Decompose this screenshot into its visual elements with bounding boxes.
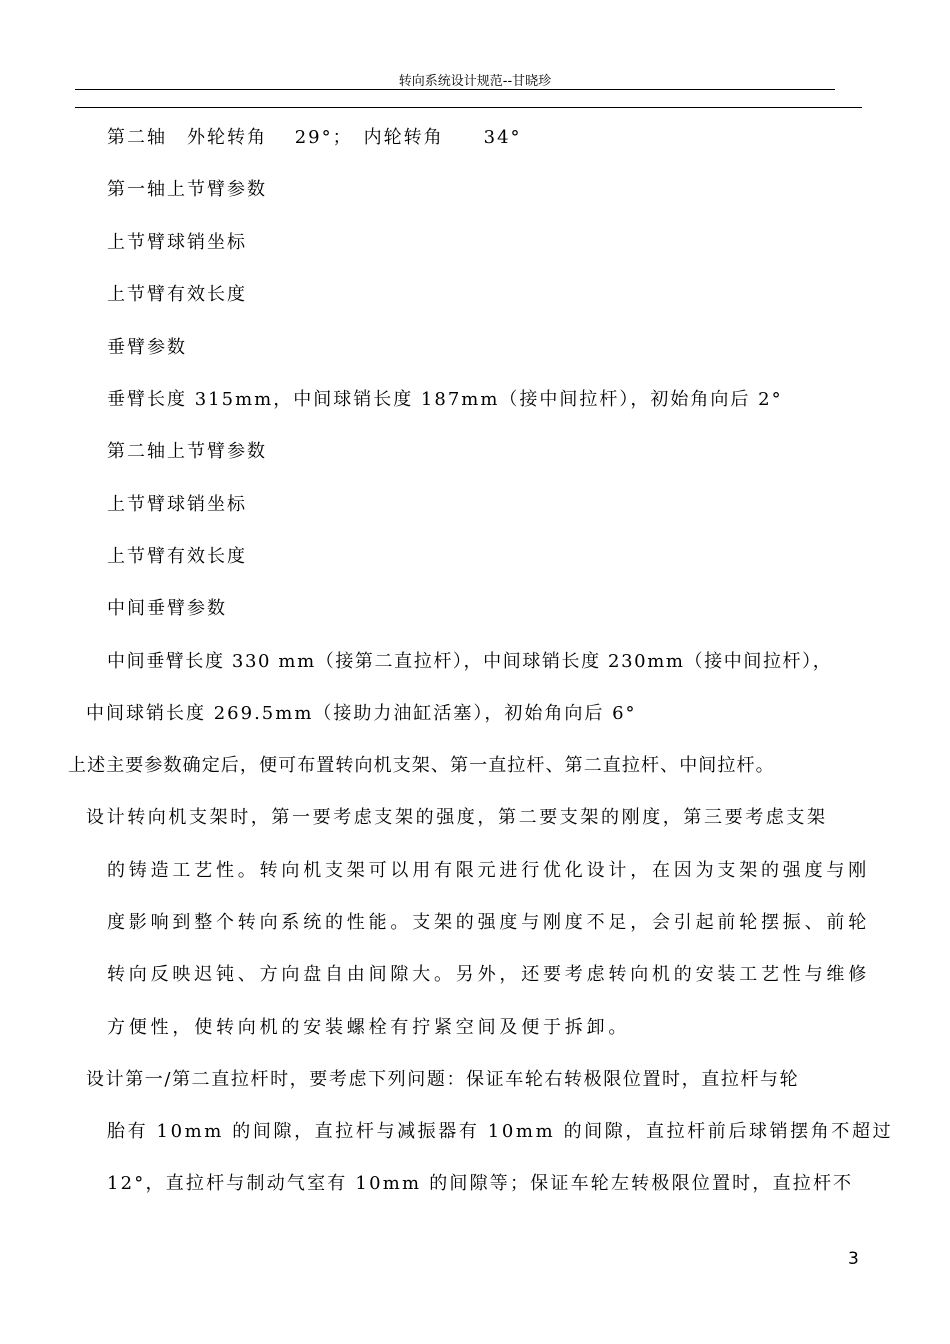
body-line: 上节臂有效长度 (107, 546, 247, 567)
body-line: 设计转向机支架时，第一要考虑支架的强度，第二要支架的刚度，第三要考虑支架 (86, 807, 828, 828)
page-number: 3 (848, 1249, 859, 1269)
body-line: 中间球销长度 269.5mm（接助力油缸活塞），初始角向后 6° (86, 703, 637, 724)
body-line: 垂臂长度 315mm，中间球销长度 187mm（接中间拉杆），初始角向后 2° (107, 389, 783, 410)
body-line: 转向反映迟钝、方向盘自由间隙大。另外，还要考虑转向机的安装工艺性与维修 (107, 964, 870, 985)
body-line: 第二轴上节臂参数 (107, 441, 267, 462)
body-line: 第一轴上节臂参数 (107, 179, 267, 200)
body-line: 设计第一/第二直拉杆时，要考虑下列问题：保证车轮右转极限位置时，直拉杆与轮 (86, 1069, 800, 1090)
body-line: 上述主要参数确定后，便可布置转向机支架、第一直拉杆、第二直拉杆、中间拉杆。 (68, 755, 775, 776)
header-title: 转向系统设计规范--甘晓珍 (398, 74, 552, 89)
body-line: 12°，直拉杆与制动气室有 10mm 的间隙等；保证车轮左转极限位置时，直拉杆不 (107, 1173, 854, 1194)
body-line: 垂臂参数 (107, 337, 187, 358)
body-line: 中间垂臂参数 (107, 598, 227, 619)
body-line: 上节臂球销坐标 (107, 232, 247, 253)
body-line: 方便性，使转向机的安装螺栓有拧紧空间及便于拆卸。 (107, 1017, 631, 1038)
body-line: 第二轴 外轮转角 29°； 内轮转角 34° (107, 127, 522, 148)
body-line: 胎有 10mm 的间隙，直拉杆与减振器有 10mm 的间隙，直拉杆前后球销摆角不超过 (107, 1121, 894, 1142)
body-line: 上节臂球销坐标 (107, 494, 247, 515)
body-line: 上节臂有效长度 (107, 284, 247, 305)
header-rule-top (75, 89, 835, 90)
body-line: 中间垂臂长度 330 mm（接第二直拉杆），中间球销长度 230mm（接中间拉杆）， (107, 651, 833, 672)
body-line: 的铸造工艺性。转向机支架可以用有限元进行优化设计，在因为支架的强度与刚 (107, 860, 870, 881)
header-rule-bottom (75, 107, 862, 108)
body-line: 度影响到整个转向系统的性能。支架的强度与刚度不足，会引起前轮摆振、前轮 (107, 912, 870, 933)
